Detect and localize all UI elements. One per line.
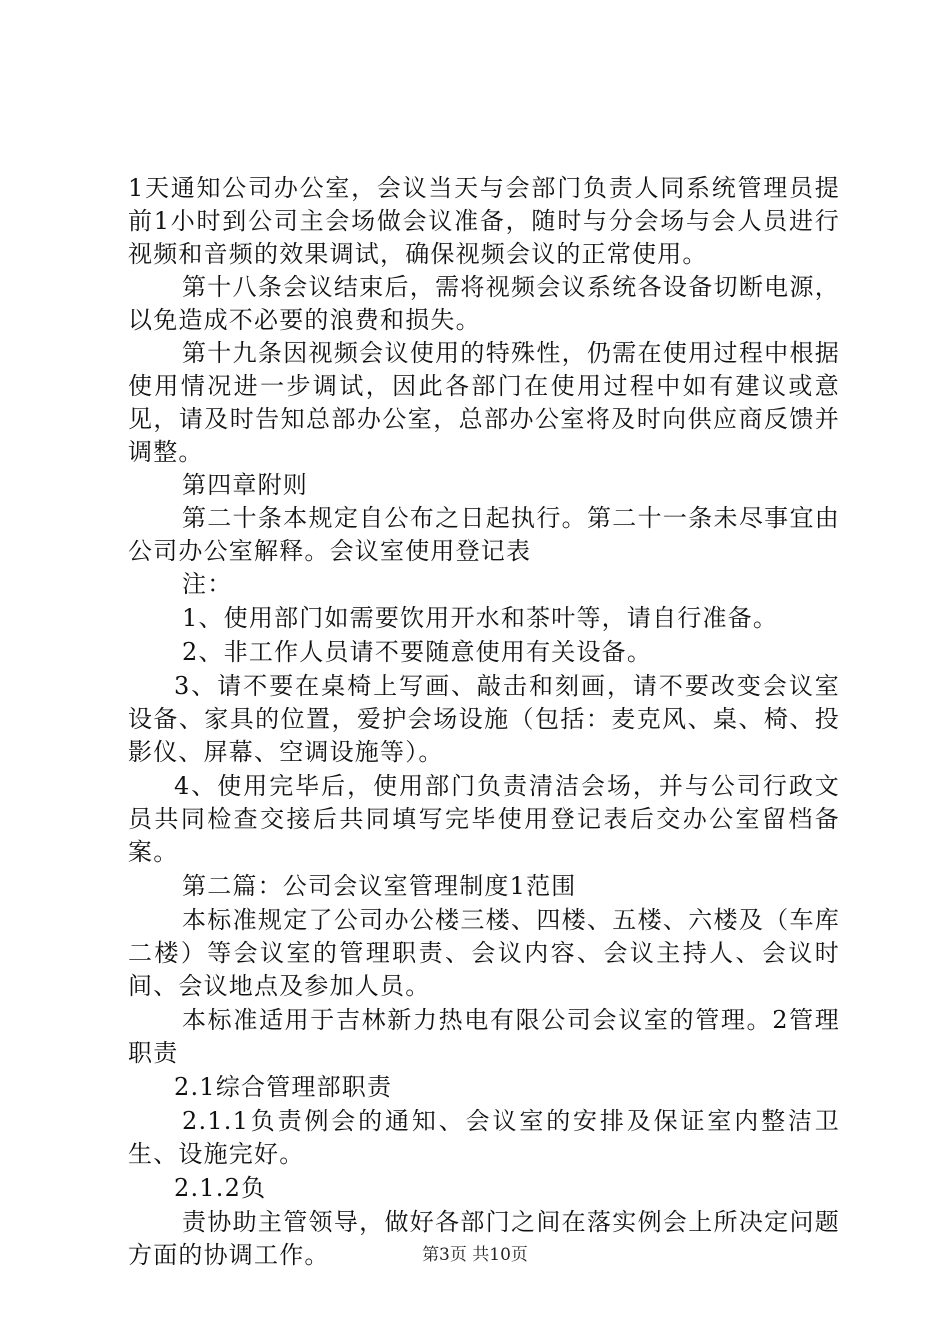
paragraph-article-19: 第十九条因视频会议使用的特殊性，仍需在使用过程中根据使用情况进一步调试，因此各部门在使用过程中如有建议或意见，请及时告知总部办公室，总部办公室将及时向供应商反馈并调整。 (128, 339, 840, 466)
paragraph-2-1-1: 2.1.1负责例会的通知、会议室的安排及保证室内整洁卫生、设施完好。 (128, 1107, 840, 1168)
paragraph-meeting-preparation: 1天通知公司办公室，会议当天与会部门负责人同系统管理员提前1小时到公司主会场做会议准备，随时与分会场与会人员进行视频和音频的效果调试，确保视频会议的正常使用。 (128, 174, 840, 268)
paragraph-scope: 本标准规定了公司办公楼三楼、四楼、五楼、六楼及（车库二楼）等会议室的管理职责、会议内容、会议主持人、会议时间、会议地点及参加人员。 (128, 906, 840, 1000)
section-heading-part-two: 第二篇：公司会议室管理制度1范围 (182, 872, 577, 900)
subsection-heading-2-1: 2.1综合管理部职责 (174, 1073, 393, 1101)
paragraph-2-1-2-label: 2.1.2负 (174, 1174, 267, 1202)
note-item-3: 3、请不要在桌椅上写画、敲击和刻画，请不要改变会议室设备、家具的位置，爱护会场设施（包括：麦克风、桌、椅、投影仪、屏幕、空调设施等）。 (128, 672, 840, 766)
paragraph-article-20-21: 第二十条本规定自公布之日起执行。第二十一条未尽事宜由公司办公室解释。会议室使用登记表 (128, 504, 840, 565)
paragraph-applicability: 本标准适用于吉林新力热电有限公司会议室的管理。2管理职责 (128, 1006, 840, 1067)
note-item-1: 1、使用部门如需要饮用开水和茶叶等，请自行准备。 (182, 604, 779, 632)
chapter-heading-appendix: 第四章附则 (182, 471, 308, 499)
note-item-2: 2、非工作人员请不要随意使用有关设备。 (182, 638, 653, 666)
note-item-4: 4、使用完毕后，使用部门负责清洁会场，并与公司行政文员共同检查交接后共同填写完毕使用登记表后交办公室留档备案。 (128, 772, 840, 866)
document-body (128, 172, 840, 1272)
paragraph-2-1-2: 责协助主管领导，做好各部门之间在落实例会上所决定问题方面的协调工作。 (128, 1208, 840, 1269)
page-number-footer: 第3页 共10页 (422, 1245, 528, 1265)
notes-heading: 注： (182, 570, 233, 598)
paragraph-article-18: 第十八条会议结束后，需将视频会议系统各设备切断电源，以免造成不必要的浪费和损失。 (128, 273, 840, 334)
